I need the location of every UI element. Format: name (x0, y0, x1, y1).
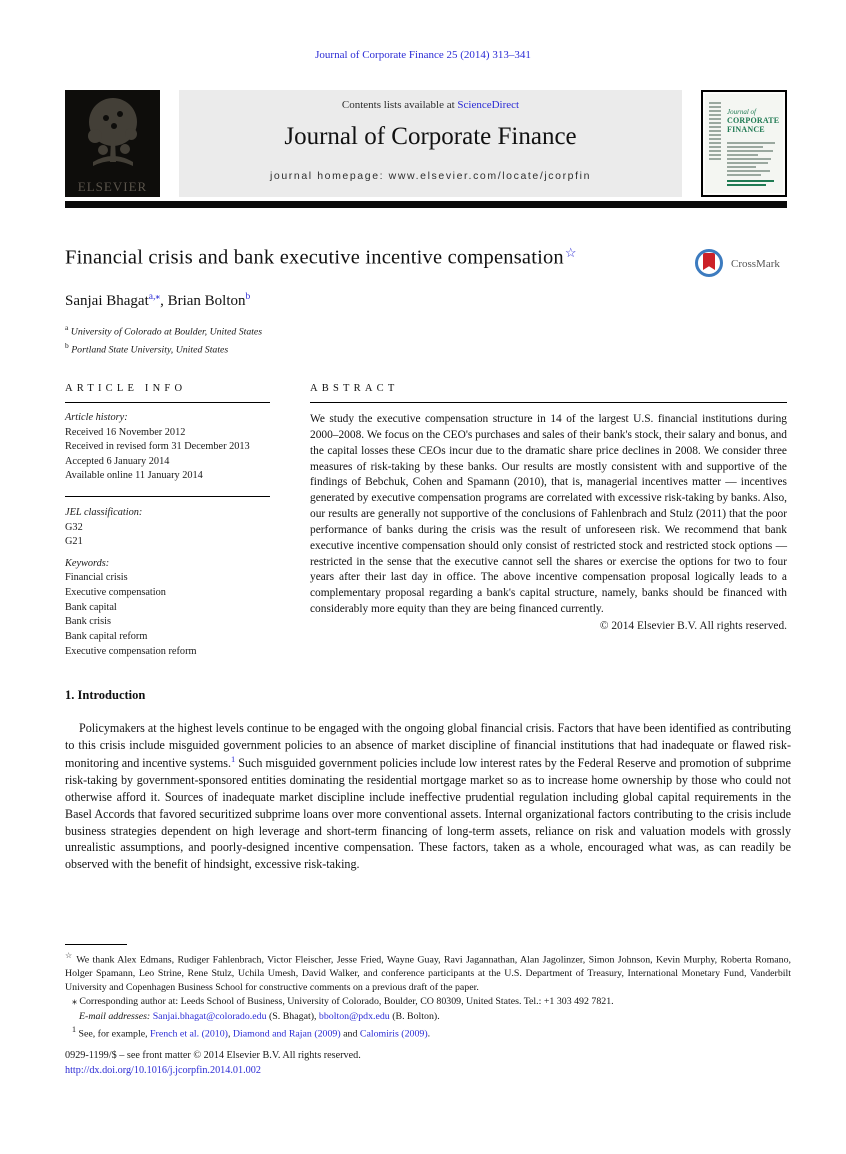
crossmark-label: CrossMark (731, 258, 780, 270)
footnote-1 (65, 1024, 791, 1041)
paragraph-text: Policymakers at the highest levels continue to be engaged with the ongoing global financial crisis. Factors that have been identified as contributing to this crisis include misguided government policies to an absence of market discipline of financial institutions that had inadequate or flawed risk-monitoring and incentive systems. (65, 721, 791, 770)
cover-decoration (727, 142, 779, 178)
history-item: Accepted 6 January 2014 (65, 455, 170, 467)
author-separator: , (160, 293, 168, 309)
contents-line (179, 99, 682, 111)
author-affiliation-ref[interactable]: b (245, 292, 251, 302)
email-link-bolton[interactable]: bbolton@pdx.edu (318, 1010, 390, 1022)
paragraph-text: Such misguided government policies include low interest rates by the Federal Reserve and promotion of subprime risk-taking by government-sponsored entities dominating the residential mortgage market so as to increase home ownership by those who could not otherwise afford it. Sources of inadequate market discipline include ineffective prudential regulation including global capital requirements in the Basel Accords that favored securitized subprime loans over more conventional assets. Internal organizational factors contributing to the crisis include business strategies dependent on high leverage and short-term financing of long-term assets, reliance on risk and valuation models with grossly unrealistic assumptions, and poorly-designed incentive compensation. These factors, taken as a whole, encouraged what was, as can readily be observed with the benefit of hindsight, excessive risk-taking. (65, 755, 791, 872)
front-matter-block (65, 383, 787, 659)
cover-decoration (709, 102, 721, 162)
history-item: Available online 11 January 2014 (65, 470, 203, 482)
elsevier-wordmark: ELSEVIER (77, 179, 148, 194)
keywords-label: Keywords: (65, 557, 110, 569)
contents-prefix: Contents lists available at (341, 99, 458, 111)
journal-homepage-link[interactable]: journal homepage: www.elsevier.com/locate/jcorpfin (269, 170, 592, 182)
title-row (65, 245, 787, 269)
footnote-1-text: , (227, 1027, 233, 1039)
affiliation-text: University of Colorado at Boulder, United States (70, 326, 263, 338)
reference-link-calomiris[interactable]: Calomiris (2009) (359, 1027, 428, 1039)
article-info-column (65, 383, 270, 659)
jel-code: G21 (65, 536, 83, 548)
email-suffix: (B. Bolton). (389, 1010, 440, 1022)
introduction-section (65, 688, 791, 873)
affiliation-item (65, 322, 262, 340)
keyword-item: Executive compensation (65, 587, 166, 599)
email-suffix: (S. Bhagat), (266, 1010, 319, 1022)
email-addresses-line (65, 1010, 791, 1024)
elsevier-logo (65, 90, 160, 197)
cover-title-line2: CORPORATE (727, 116, 780, 125)
header-divider-bar (65, 201, 787, 208)
affiliation-text: Portland State University, United States (71, 344, 229, 356)
footnote-1-ref[interactable]: 1 (230, 753, 236, 764)
cover-art (705, 94, 783, 193)
abstract-column (310, 383, 787, 659)
article-history (65, 403, 270, 497)
footnote-1-suffix: . (427, 1027, 431, 1039)
reference-link-french[interactable]: French et al. (2010) (150, 1027, 228, 1039)
keyword-item: Bank crisis (65, 616, 112, 628)
footnote-1-prefix: See, for example, (78, 1027, 151, 1039)
affiliation-item (65, 340, 262, 358)
article-info-heading: ARTICLE INFO (65, 383, 270, 403)
author-name: Brian Bolton (167, 293, 246, 309)
acknowledgement-footnote (65, 950, 791, 995)
title-footnote-star[interactable]: ☆ (564, 245, 577, 260)
affiliation-list (65, 322, 262, 358)
corresponding-author-footnote (65, 995, 791, 1009)
author-name: Sanjai Bhagat (65, 293, 149, 309)
intro-paragraph (65, 720, 791, 873)
journal-banner (179, 90, 682, 197)
keyword-item: Executive compensation reform (65, 645, 197, 657)
journal-cover-thumbnail (701, 90, 787, 197)
abstract-text: We study the executive compensation structure in 14 of the largest U.S. financial institutions during 2000–2008. We focus on the CEO's purchases and sales of their bank's stock, their salary and bonus, and the capital losses these CEOs incur due to the dramatic share price declines in 2008. We consider three measures of risk-taking by these banks. Our results are mostly consistent with and supportive of the findings of Bebchuk, Cohen and Spamann (2010), that is, managerial incentives matter — incentives generated by executive compensation programs are correlated with excessive risk-taking by banks. Also, our results are generally not supportive of the conclusions of Fahlenbrach and Stulz (2011) that the poor performance of banks during the crisis was the result of unforeseen risk. We recommend that bank executive incentive compensation should only consist of restricted stock and restricted stock options — restricted in the sense that the executive cannot sell the shares or exercise the options for two to four years after their last day in office. The above incentive compensation proposal logically leads to a complementary proposal regarding a bank's capital structure, namely, banks should be financed with considerably more equity than they are being financed currently. (310, 413, 787, 616)
keyword-item: Financial crisis (65, 572, 128, 584)
crossmark-badge[interactable] (695, 249, 787, 285)
page-footer (65, 1048, 361, 1079)
asterisk-symbol: ⁎ (72, 996, 77, 1008)
jel-code: G32 (65, 521, 83, 533)
cover-decoration (727, 180, 779, 188)
cover-title-line1: Journal of (727, 108, 756, 116)
keyword-item: Bank capital (65, 601, 117, 613)
journal-citation: Journal of Corporate Finance 25 (2014) 313–341 (315, 49, 531, 61)
footnote-1-marker: 1 (72, 1024, 76, 1034)
author-list (65, 291, 250, 310)
history-item: Received in revised form 31 December 2013 (65, 441, 250, 453)
abstract-heading: ABSTRACT (310, 383, 787, 403)
footnote-block (65, 944, 791, 1041)
email-link-bhagat[interactable]: Sanjai.bhagat@colorado.edu (152, 1010, 267, 1022)
affiliation-sup: a (65, 323, 69, 332)
keywords-block (65, 550, 270, 659)
article-title: Financial crisis and bank executive incentive compensation (65, 246, 564, 269)
section-heading: 1. Introduction (65, 688, 146, 702)
footnote-1-text: and (340, 1027, 360, 1039)
acknowledgement-text: We thank Alex Edmans, Rudiger Fahlenbrach, Victor Fleischer, Jesse Fried, Wayne Guay, Ravi Jagannathan, Alan Jagolinzer, Simon Johnson, Kevin Murphy, Roberta Romano, Holger Spamann, Leo Strine, Rene Stulz, Uchila Umesh, David Walker, and conference participants at the U.S. Department of Treasury, International Monetary Fund, Vanderbilt University and Copenhagen Business School for constructive comments on a previous draft of the paper. (65, 954, 791, 994)
journal-header (65, 90, 787, 197)
reference-link-diamond-rajan[interactable]: Diamond and Rajan (2009) (232, 1027, 341, 1039)
affiliation-sup: b (65, 340, 69, 350)
star-footnote-symbol: ☆ (65, 951, 74, 960)
email-label: E-mail addresses: (79, 1010, 151, 1022)
keyword-item: Bank capital reform (65, 630, 148, 642)
jel-label: JEL classification: (65, 507, 143, 519)
footnote-divider (65, 944, 127, 945)
issn-copyright-line: 0929-1199/$ – see front matter © 2014 Elsevier B.V. All rights reserved. (65, 1050, 361, 1061)
copyright-line: © 2014 Elsevier B.V. All rights reserved. (599, 619, 787, 632)
sciencedirect-link[interactable]: ScienceDirect (457, 99, 520, 111)
cover-journal-title (727, 108, 783, 134)
history-label: Article history: (65, 412, 128, 423)
corresponding-author-text: Corresponding author at: Leeds School of Business, University of Colorado, Boulder, CO 80309, United States. Tel.: +1 303 492 7821. (79, 996, 614, 1008)
doi-link[interactable]: http://dx.doi.org/10.1016/j.jcorpfin.2014.01.002 (65, 1065, 261, 1077)
author-affiliation-ref[interactable]: a,⁎ (148, 292, 161, 302)
cover-title-line3: FINANCE (727, 125, 765, 134)
journal-title: Journal of Corporate Finance (284, 123, 577, 150)
history-item: Received 16 November 2012 (65, 426, 186, 438)
jel-classification (65, 497, 270, 550)
